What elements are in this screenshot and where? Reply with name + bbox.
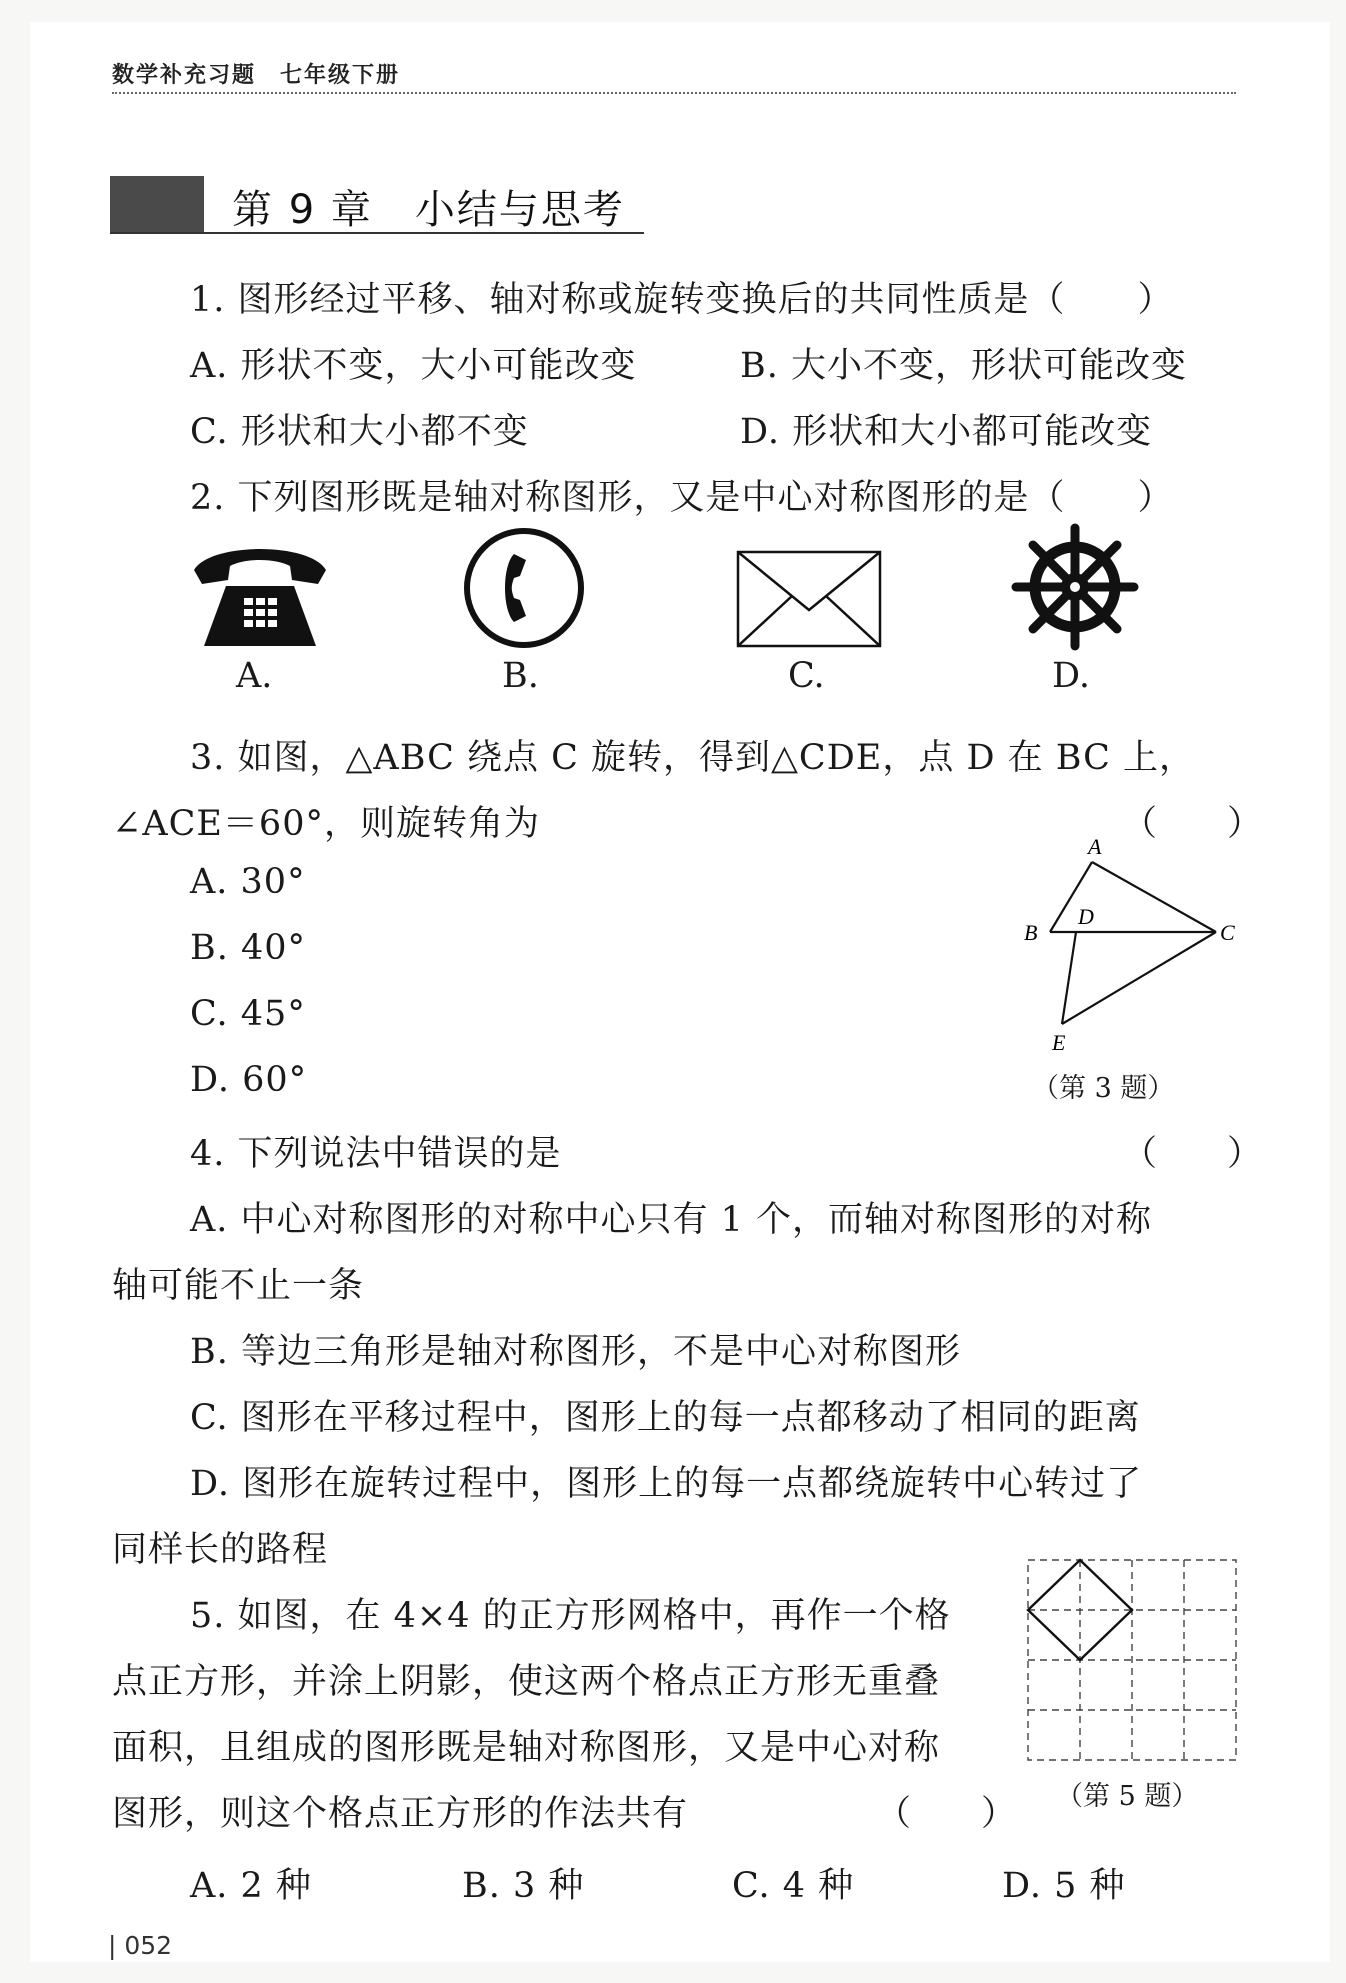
q5-line4: 图形，则这个格点正方形的作法共有 xyxy=(112,1794,689,1834)
point-label-b: B xyxy=(1024,920,1038,945)
q3-option-d: D. 60° xyxy=(190,1060,308,1100)
point-label-e: E xyxy=(1052,1030,1066,1055)
q2-label-c: C. xyxy=(788,656,825,696)
envelope-icon xyxy=(736,550,882,648)
q5-option-c: C. 4 种 xyxy=(732,1866,855,1906)
q3-triangle-figure xyxy=(1010,834,1260,1060)
q5-grid-figure xyxy=(1026,1558,1240,1764)
q1-option-d: D. 形状和大小都可能改变 xyxy=(740,412,1153,452)
q1-option-a: A. 形状不变，大小可能改变 xyxy=(190,346,637,386)
chapter-title: 第 9 章 小结与思考 xyxy=(232,187,625,233)
q4-answer-parens: （ ） xyxy=(1122,1134,1263,1174)
q3-option-c: C. 45° xyxy=(190,994,306,1034)
q3-line1: 3. 如图，△ABC 绕点 C 旋转，得到△CDE，点 D 在 BC 上， xyxy=(190,738,1196,778)
q3-option-a: A. 30° xyxy=(190,862,306,902)
q5-answer-parens: （ ） xyxy=(876,1794,1017,1834)
q5-line2: 点正方形，并涂上阴影，使这两个格点正方形无重叠 xyxy=(112,1662,941,1702)
q4-option-a-line1: A. 中心对称图形的对称中心只有 1 个，而轴对称图形的对称 xyxy=(190,1200,1153,1240)
q3-line2: ∠ACE＝60°，则旋转角为 xyxy=(112,804,540,844)
q2-label-b: B. xyxy=(502,656,539,696)
q1-option-c: C. 形状和大小都不变 xyxy=(190,412,529,452)
chapter-marker-block xyxy=(110,176,204,232)
point-label-a: A xyxy=(1088,834,1102,859)
q3-figure-caption: （第 3 题） xyxy=(1032,1073,1175,1104)
triangle-abc xyxy=(1050,862,1216,932)
q5-line1: 5. 如图，在 4×4 的正方形网格中，再作一个格 xyxy=(190,1596,951,1636)
q2-label-a: A. xyxy=(236,656,273,696)
q3-answer-parens: （ ） xyxy=(1122,804,1263,844)
q5-figure-caption: （第 5 题） xyxy=(1056,1781,1199,1812)
q1-stem: 1. 图形经过平移、轴对称或旋转变换后的共同性质是（ ） xyxy=(190,280,1174,320)
page-number: | 052 xyxy=(108,1931,173,1960)
q1-option-b: B. 大小不变，形状可能改变 xyxy=(740,346,1187,386)
q4-option-c: C. 图形在平移过程中，图形上的每一点都移动了相同的距离 xyxy=(190,1398,1141,1438)
triangle-cde xyxy=(1062,932,1216,1024)
dharma-wheel-icon xyxy=(1010,522,1140,652)
q4-option-b: B. 等边三角形是轴对称图形，不是中心对称图形 xyxy=(190,1332,961,1372)
telephone-icon xyxy=(190,536,330,652)
header-divider xyxy=(112,92,1236,94)
q2-stem: 2. 下列图形既是轴对称图形，又是中心对称图形的是（ ） xyxy=(190,478,1174,518)
q4-option-a-line2: 轴可能不止一条 xyxy=(112,1266,365,1306)
q5-line3: 面积，且组成的图形既是轴对称图形，又是中心对称 xyxy=(112,1728,941,1768)
q5-option-b: B. 3 种 xyxy=(462,1866,585,1906)
q5-option-d: D. 5 种 xyxy=(1002,1866,1126,1906)
q4-stem: 4. 下列说法中错误的是 xyxy=(190,1134,562,1174)
q5-option-a: A. 2 种 xyxy=(190,1866,312,1906)
q2-label-d: D. xyxy=(1052,656,1090,696)
q4-option-d-line1: D. 图形在旋转过程中，图形上的每一点都绕旋转中心转过了 xyxy=(190,1464,1143,1504)
phone-handset-circle-icon xyxy=(462,526,586,650)
q4-option-d-line2: 同样长的路程 xyxy=(112,1530,329,1570)
point-label-c: C xyxy=(1220,920,1235,945)
chapter-underline xyxy=(110,232,644,234)
q3-option-b: B. 40° xyxy=(190,928,307,968)
point-label-d: D xyxy=(1078,904,1094,929)
book-header-title: 数学补充习题 七年级下册 xyxy=(112,63,401,88)
